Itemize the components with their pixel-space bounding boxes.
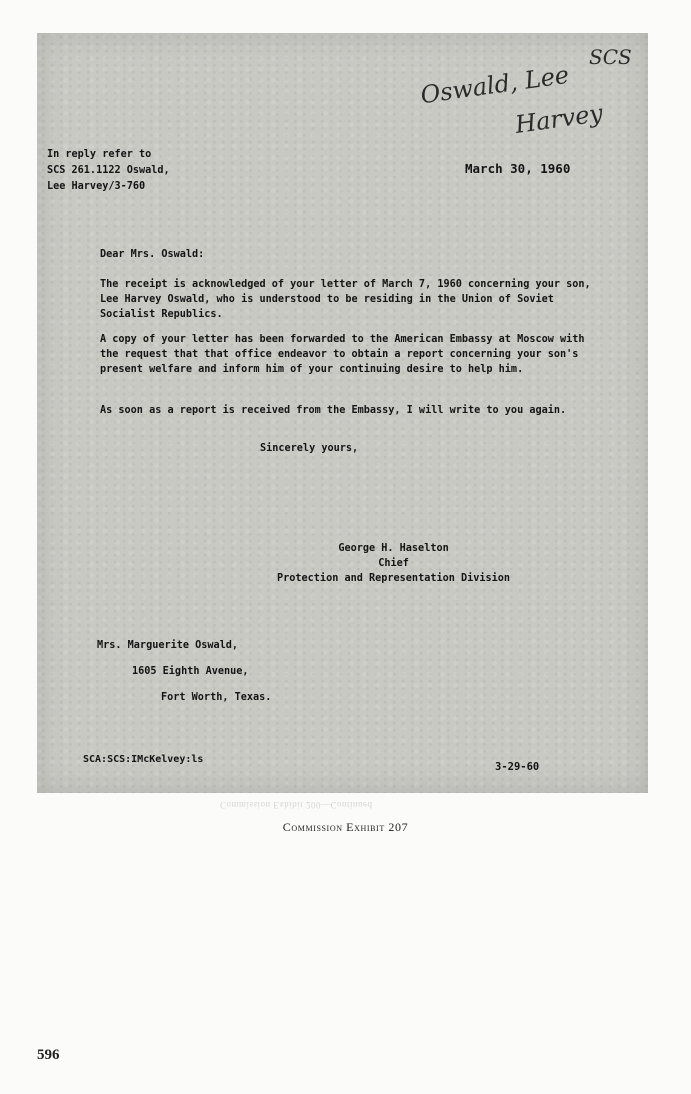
signature-name: George H. Haselton: [338, 543, 449, 554]
handwritten-name-note: Oswald, Lee: [418, 60, 571, 110]
letter-date: March 30, 1960: [465, 161, 571, 176]
page-number: 596: [37, 1047, 60, 1063]
recipient-street: 1605 Eighth Avenue,: [132, 666, 249, 677]
reference-line: SCS 261.1122 Oswald,: [47, 165, 170, 176]
handwritten-name-note-cont: Harvey: [513, 99, 605, 139]
signature-title: Chief: [378, 558, 409, 569]
body-paragraph: As soon as a report is received from the Embassy, I will write to you again.: [100, 405, 567, 416]
letter-scan: [37, 33, 648, 793]
closing: Sincerely yours,: [260, 443, 359, 454]
signature-block: [277, 541, 510, 586]
exhibit-caption: [0, 820, 691, 835]
recipient-city: Fort Worth, Texas.: [161, 692, 272, 703]
signature-division: Protection and Representation Division: [277, 573, 511, 584]
body-paragraph: A copy of your letter has been forwarded to the American Embassy at Moscow with the request that that office endeavor to obtain a report concerning your son's present welfare and inform him of your continuing desire to help him.: [100, 334, 585, 375]
file-date: 3-29-60: [495, 761, 540, 773]
reference-line: In reply refer to: [47, 149, 152, 160]
exhibit-caption-text: Commission Exhibit 207: [282, 820, 409, 834]
reference-line: Lee Harvey/3-760: [47, 181, 146, 192]
body-paragraph: The receipt is acknowledged of your letter of March 7, 1960 concerning your son, Lee Harvey Oswald, who is understood to be residing in the Union of Soviet Socialist Republics.: [100, 279, 591, 320]
salutation: Dear Mrs. Oswald:: [100, 249, 205, 260]
typist-initials: SCA:SCS:IMcKelvey:ls: [83, 754, 204, 765]
handwritten-scs-note: SCS: [589, 45, 632, 69]
recipient-name: Mrs. Marguerite Oswald,: [97, 640, 239, 651]
reference-block: [47, 147, 170, 195]
bleed-through-text: Commission Exhibit 200—Continued: [220, 800, 373, 810]
